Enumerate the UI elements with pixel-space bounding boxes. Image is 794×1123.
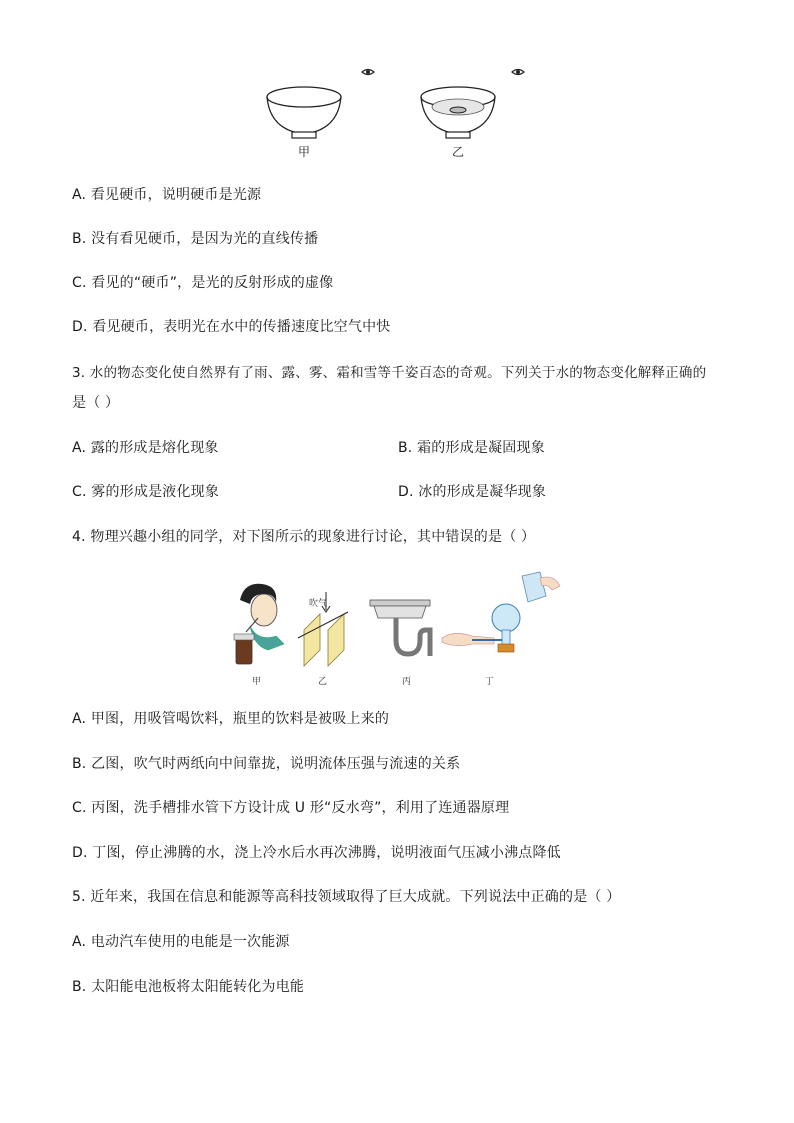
q4-option-c: C. 丙图，洗手槽排水管下方设计成 U 形“反水弯”，利用了连通器原理 — [72, 800, 510, 816]
q3-stem-line1: 3. 水的物态变化使自然界有了雨、露、雾、霜和雪等千姿百态的奇观。下列关于水的物态变化解释正确的 — [72, 365, 707, 381]
q4-option-b: B. 乙图，吹气时两纸向中间靠拢，说明流体压强与流速的关系 — [72, 756, 461, 772]
q4-label-yi: 乙 — [318, 677, 328, 687]
q5-stem: 5. 近年来，我国在信息和能源等高科技领域取得了巨大成就。下列说法中正确的是（ ） — [72, 889, 621, 905]
eye-icon — [362, 70, 374, 75]
figure-label-yi: 乙 — [452, 145, 465, 159]
q3-option-d: D. 冰的形成是凝华现象 — [398, 484, 547, 500]
q2-option-d: D. 看见硬币，表明光在水中的传播速度比空气中快 — [72, 319, 391, 335]
bowl-right-illustration — [416, 62, 536, 152]
q2-option-a: A. 看见硬币，说明硬币是光源 — [72, 187, 262, 203]
eye-icon — [512, 70, 524, 75]
q3-stem-line2: 是（ ） — [72, 395, 120, 411]
figure-label-jia: 甲 — [298, 145, 311, 159]
q3-option-c: C. 雾的形成是液化现象 — [72, 484, 220, 500]
paper-sheets-illustration — [298, 590, 358, 680]
bowl-left-illustration — [262, 62, 382, 152]
q5-option-a: A. 电动汽车使用的电能是一次能源 — [72, 934, 290, 950]
q4-label-jia: 甲 — [252, 677, 262, 687]
q5-option-b: B. 太阳能电池板将太阳能转化为电能 — [72, 979, 305, 995]
q3-option-b: B. 霜的形成是凝固现象 — [398, 440, 545, 456]
q4-option-d: D. 丁图，停止沸腾的水，浇上冷水后水再次沸腾，说明液面气压减小沸点降低 — [72, 845, 561, 861]
q4-option-a: A. 甲图，用吸管喝饮料，瓶里的饮料是被吸上来的 — [72, 711, 390, 727]
q4-blow-label: 吹气 — [309, 599, 328, 609]
q4-stem: 4. 物理兴趣小组的同学，对下图所示的现象进行讨论，其中错误的是（ ） — [72, 529, 536, 545]
q4-label-ding: 丁 — [485, 677, 495, 687]
q2-option-c: C. 看见的“硬币”，是光的反射形成的虚像 — [72, 275, 334, 291]
q4-label-bing: 丙 — [402, 677, 412, 687]
q2-option-b: B. 没有看见硬币，是因为光的直线传播 — [72, 231, 319, 247]
q3-option-a: A. 露的形成是熔化现象 — [72, 440, 219, 456]
boy-drinking-illustration — [228, 580, 298, 670]
flask-boiling-illustration — [436, 572, 566, 672]
sink-trap-illustration — [368, 596, 438, 676]
